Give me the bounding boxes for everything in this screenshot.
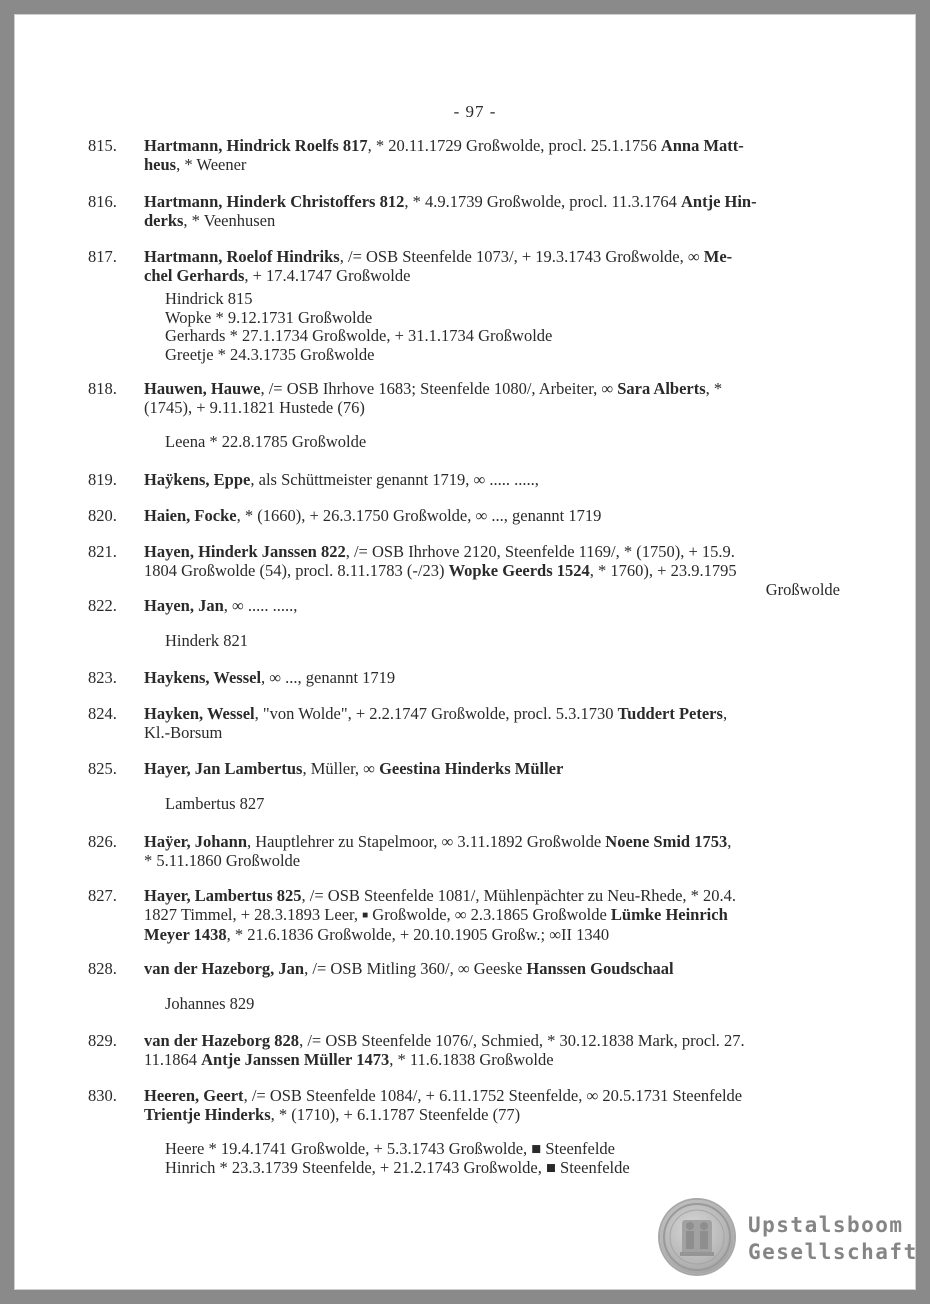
entry-text <box>144 832 840 870</box>
burial-square-icon: ■ <box>362 910 369 921</box>
entry-text-segment: , * 20.11.1729 Großwolde, procl. 25.1.1756 <box>367 136 661 155</box>
child-line: Hinderk 821 <box>165 631 248 650</box>
child-line: Gerhards * 27.1.1734 Großwolde, + 31.1.1734 Großwolde <box>165 326 553 345</box>
person-name: Sara Alberts <box>617 379 706 398</box>
entry-number: 830. <box>88 1086 117 1105</box>
person-name: van der Hazeborg 828 <box>144 1031 300 1050</box>
entry-text <box>144 136 840 174</box>
entry-text-segment: , + 17.4.1747 Großwolde <box>244 266 411 285</box>
person-name: Haÿkens, Eppe <box>144 470 251 489</box>
entry-number: 825. <box>88 759 117 778</box>
entry-text <box>144 704 840 742</box>
entry-number: 823. <box>88 668 117 687</box>
child-line: Hindrick 815 <box>165 289 253 308</box>
entry-number: 828. <box>88 959 117 978</box>
seal-logo <box>660 1200 734 1274</box>
person-name: Hayen, Jan <box>144 596 224 615</box>
entry-number: 817. <box>88 247 117 266</box>
child-line: Greetje * 24.3.1735 Großwolde <box>165 344 375 364</box>
entry-text-segment: , <box>727 832 732 851</box>
entry-number: 826. <box>88 832 117 851</box>
entry-text-segment: , ∞ ..... ....., <box>223 596 298 615</box>
person-name: Hayken, Wessel <box>144 704 255 723</box>
entry-text <box>144 596 840 615</box>
person-name: Heeren, Geert <box>144 1086 244 1105</box>
entry-text <box>144 1086 840 1124</box>
person-name: Meyer 1438 <box>144 925 227 944</box>
entry-number: 818. <box>88 379 117 398</box>
entry-text-segment: Kl.-Borsum <box>144 723 223 742</box>
person-name: Trientje Hinderks <box>144 1105 271 1124</box>
child-list <box>165 632 248 651</box>
entry-number: 821. <box>88 542 117 561</box>
brand-name <box>748 1212 918 1266</box>
person-name: Lümke Heinrich <box>610 905 728 924</box>
person-name: Hanssen Goudschaal <box>526 959 674 978</box>
entry-text <box>144 542 840 599</box>
entry-text-segment: , Hauptlehrer zu Stapelmoor, ∞ 3.11.1892 Großwolde <box>247 832 606 851</box>
child-list <box>165 795 264 814</box>
person-name: Me- <box>703 247 733 266</box>
entry-text-segment: , * <box>705 379 723 398</box>
entry-text-segment: , Müller, ∞ <box>302 759 380 778</box>
child-line: Wopke * 9.12.1731 Großwolde <box>165 307 373 327</box>
entry-text <box>144 759 840 778</box>
entry-text-segment: , * Weener <box>176 155 247 174</box>
child-line: Hinrich * 23.3.1739 Steenfelde, + 21.2.1743 Großwolde, ■ Steenfelde <box>165 1157 630 1177</box>
entry-text-segment: , /= OSB Steenfelde 1084/, + 6.11.1752 Steenfelde, ∞ 20.5.1731 Steenfelde <box>243 1086 743 1105</box>
entry-text-segment: , /= OSB Steenfelde 1081/, Mühlenpächter zu Neu-Rhede, * 20.4. <box>301 886 737 905</box>
entry-number: 824. <box>88 704 117 723</box>
entry-text-segment: , * Veenhusen <box>183 211 276 230</box>
person-name: Haien, Focke <box>144 506 237 525</box>
person-name: Hartmann, Hinderk Christoffers 812 <box>144 192 405 211</box>
person-name: Anna Matt- <box>660 136 744 155</box>
entry-text-segment: , * (1710), + 6.1.1787 Steenfelde (77) <box>270 1105 521 1124</box>
entry-text <box>144 192 840 230</box>
entry-number: 820. <box>88 506 117 525</box>
person-name: Hayer, Jan Lambertus <box>144 759 303 778</box>
entry-text-segment: * 5.11.1860 Großwolde <box>144 851 301 870</box>
brand-line-2: Gesellschaft <box>748 1240 918 1264</box>
person-name: Hayer, Lambertus 825 <box>144 886 302 905</box>
person-name: Geestina Hinderks Müller <box>379 759 564 778</box>
child-list <box>165 1140 630 1177</box>
page-number: - 97 - <box>453 102 497 121</box>
person-name: heus <box>144 155 177 174</box>
person-name: Hartmann, Roelof Hindriks <box>144 247 340 266</box>
child-line: Lambertus 827 <box>165 794 265 813</box>
document-page <box>14 14 916 1290</box>
person-name: Haykens, Wessel <box>144 668 262 687</box>
child-list <box>165 290 552 364</box>
entry-text-segment: , /= OSB Steenfelde 1073/, + 19.3.1743 Großwolde, ∞ <box>339 247 704 266</box>
person-name: Wopke Geerds 1524 <box>448 561 590 580</box>
entry-text <box>144 470 840 489</box>
entry-text-segment: , als Schüttmeister genannt 1719, ∞ ..... ....., <box>250 470 539 489</box>
person-name: Noene Smid 1753 <box>605 832 728 851</box>
entry-text-segment: Großwolde, ∞ 2.3.1865 Großwolde <box>368 905 611 924</box>
entry-text <box>144 1031 840 1069</box>
person-name: Hartmann, Hindrick Roelfs 817 <box>144 136 368 155</box>
entry-text <box>144 379 840 417</box>
entry-number: 822. <box>88 596 117 615</box>
entry-number: 827. <box>88 886 117 905</box>
brand-line-1: Upstalsboom <box>748 1213 904 1237</box>
entry-text-segment: 11.1864 <box>144 1050 202 1069</box>
entry-number: 816. <box>88 192 117 211</box>
child-list <box>165 995 254 1014</box>
entry-number: 815. <box>88 136 117 155</box>
entry-text-segment: , * 4.9.1739 Großwolde, procl. 11.3.1764 <box>404 192 681 211</box>
child-list <box>165 433 366 452</box>
entry-text-segment: (1745), + 9.11.1821 Hustede (76) <box>144 398 365 417</box>
entry-number: 819. <box>88 470 117 489</box>
child-line: Heere * 19.4.1741 Großwolde, + 5.3.1743 Großwolde, ■ Steenfelde <box>165 1139 616 1158</box>
seal-figure-icon <box>660 1200 734 1274</box>
person-name: Antje Hin- <box>680 192 757 211</box>
person-name: Hauwen, Hauwe <box>144 379 261 398</box>
entry-text-segment: , /= OSB Steenfelde 1076/, Schmied, * 30.12.1838 Mark, procl. 27. <box>299 1031 745 1050</box>
entry-text-segment: , <box>722 704 728 723</box>
entry-text <box>144 506 840 525</box>
entry-text-segment: , * (1660), + 26.3.1750 Großwolde, ∞ ..., genannt 1719 <box>236 506 602 525</box>
entry-text <box>144 886 840 944</box>
entry-text-segment: , * 1760), + 23.9.1795 <box>589 561 737 580</box>
entry-text-segment: , ∞ ..., genannt 1719 <box>261 668 396 687</box>
entry-text-segment: Großwolde <box>765 580 840 599</box>
person-name: Haÿer, Johann <box>144 832 247 851</box>
entry-text-segment: 1827 Timmel, + 28.3.1893 Leer, <box>144 905 363 924</box>
entry-text <box>144 668 840 687</box>
entry-text-segment: , * 11.6.1838 Großwolde <box>389 1050 554 1069</box>
entry-text-segment: , /= OSB Ihrhove 1683; Steenfelde 1080/, Arbeiter, ∞ <box>260 379 618 398</box>
entry-text <box>144 247 840 285</box>
person-name: Tuddert Peters <box>617 704 723 723</box>
person-name: van der Hazeborg, Jan <box>144 959 305 978</box>
person-name: Hayen, Hinderk Janssen 822 <box>144 542 346 561</box>
child-line: Leena * 22.8.1785 Großwolde <box>165 432 367 451</box>
person-name: chel Gerhards <box>144 266 245 285</box>
entry-number: 829. <box>88 1031 117 1050</box>
entry-text-segment: , /= OSB Ihrhove 2120, Steenfelde 1169/, * (1750), + 15.9. <box>345 542 735 561</box>
person-name: derks <box>144 211 184 230</box>
entry-text <box>144 959 840 978</box>
entry-text-segment: , /= OSB Mitling 360/, ∞ Geeske <box>304 959 527 978</box>
child-line: Johannes 829 <box>165 994 255 1013</box>
person-name: Antje Janssen Müller 1473 <box>201 1050 390 1069</box>
entry-text-segment: , * 21.6.1836 Großwolde, + 20.10.1905 Großw.; ∞II 1340 <box>226 925 610 944</box>
entry-text-segment: 1804 Großwolde (54), procl. 8.11.1783 (-/23) <box>144 561 449 580</box>
entry-text-segment: , "von Wolde", + 2.2.1747 Großwolde, procl. 5.3.1730 <box>254 704 618 723</box>
